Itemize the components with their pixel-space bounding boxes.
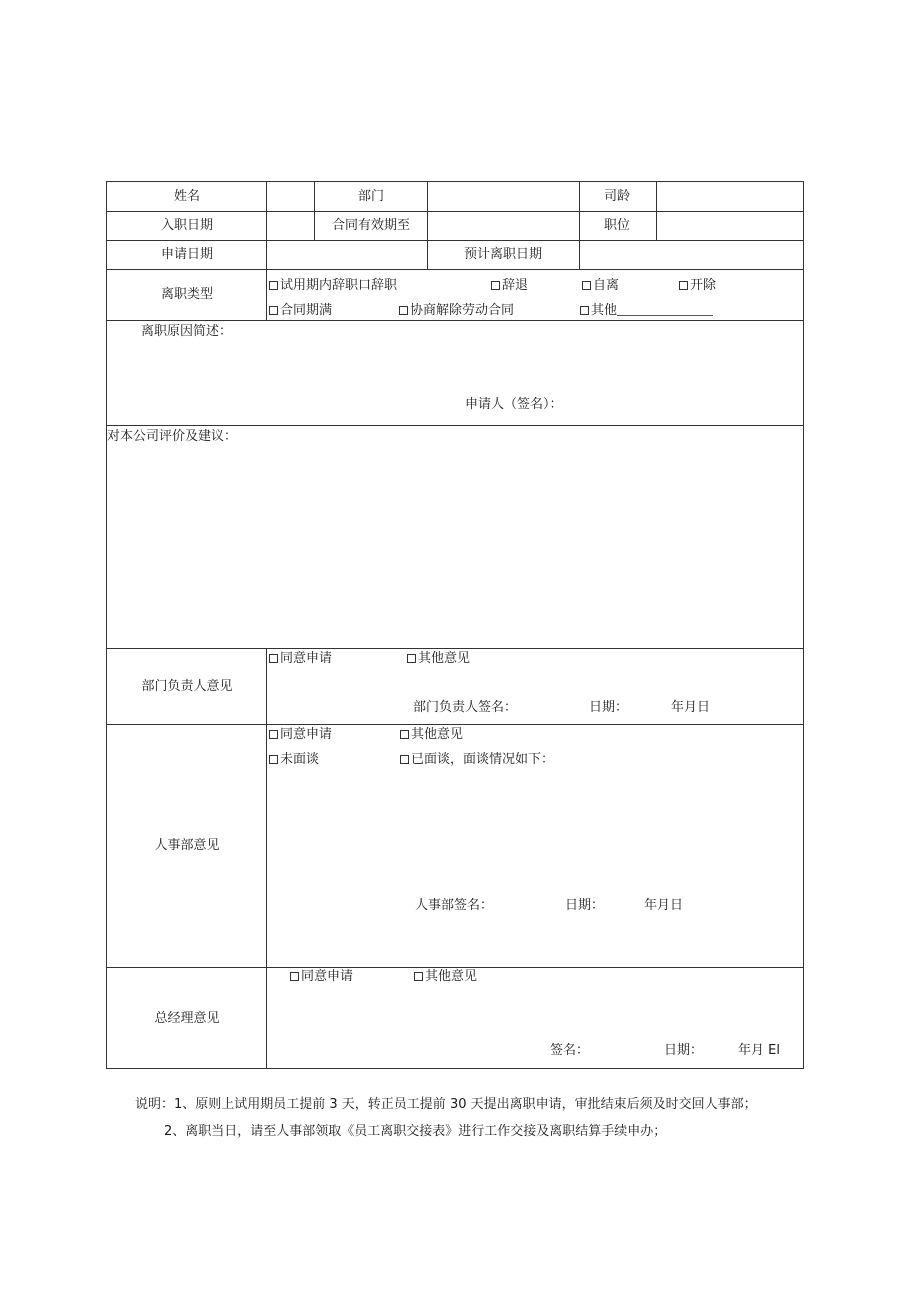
note-line-2: 2、离职当日，请至人事部领取《员工离职交接表》进行工作交接及离职结算手续申办； [164,1124,667,1139]
type-label: 离职类型 [160,287,214,302]
checkbox-icon [269,306,278,315]
checkbox-icon [491,281,500,290]
row-divider [107,724,803,725]
hr-other-option[interactable]: 其他意见 [400,727,463,743]
gm-date-label: 日期： [664,1043,704,1058]
hr-agree-option[interactable]: 同意申请 [269,727,332,743]
type-option-other[interactable]: 其他 [580,303,713,319]
tenure-field[interactable] [657,182,803,211]
row-divider [107,269,803,270]
expected-date-field[interactable] [580,240,803,269]
checkbox-icon [269,654,278,663]
type-option-contract-expired[interactable]: 合同期满 [269,303,332,319]
reason-textarea[interactable] [107,342,803,392]
hire-date-field[interactable] [267,211,314,240]
gm-ymd-label: 年月 El [738,1043,780,1058]
dept-agree-option[interactable]: 同意申请 [269,651,332,667]
checkbox-icon [269,755,278,764]
hr-interview-notes[interactable] [267,774,803,884]
hr-ymd-label: 年月日 [644,898,684,913]
dept-opinion-label: 部门负责人意见 [141,679,233,694]
name-label: 姓名 [173,189,201,204]
checkbox-icon [399,306,408,315]
checkbox-icon [414,972,423,981]
dept-other-option[interactable]: 其他意见 [407,651,470,667]
checkbox-icon [679,281,688,290]
hr-opinion-label: 人事部意见 [154,838,220,853]
evaluation-label: 对本公司评价及建议： [107,429,238,444]
type-option-dismissed[interactable]: 辞退 [491,278,528,294]
dept-ymd-label: 年月日 [671,700,711,715]
checkbox-icon [290,972,299,981]
apply-date-field[interactable] [267,240,427,269]
gm-opinion-label: 总经理意见 [154,1011,220,1026]
hire-date-label: 入职日期 [160,218,214,233]
other-underline [617,303,713,316]
gm-other-option[interactable]: 其他意见 [414,969,477,985]
checkbox-icon [269,281,278,290]
row-divider [107,425,803,426]
col-divider [314,182,315,240]
checkbox-icon [407,654,416,663]
checkbox-icon [400,730,409,739]
dept-sign-label: 部门负责人签名： [413,700,518,715]
checkbox-icon [269,730,278,739]
row-divider [107,967,803,968]
type-option-probation[interactable]: 试用期内辞职口辞职 [269,278,397,294]
position-field[interactable] [657,211,803,240]
type-option-expelled[interactable]: 开除 [679,278,716,294]
tenure-label: 司龄 [603,189,631,204]
note-line-1: 说明：1、原则上试用期员工提前 3 天，转正员工提前 30 天提出离职申请，审批结束后须及时交回人事部； [135,1097,757,1112]
evaluation-textarea[interactable] [107,448,803,646]
checkbox-icon [580,306,589,315]
name-field[interactable] [267,182,314,211]
checkbox-icon [400,755,409,764]
hr-no-interview-option[interactable]: 未面谈 [269,752,319,768]
resignation-form [106,181,804,1069]
gm-sign-label: 签名： [550,1043,590,1058]
dept-field[interactable] [428,182,579,211]
hr-date-label: 日期： [565,898,605,913]
hr-sign-label: 人事部签名： [415,898,494,913]
row-divider [107,648,803,649]
expected-date-label: 预计离职日期 [463,247,543,262]
type-option-self-leave[interactable]: 自离 [582,278,619,294]
dept-label: 部门 [357,189,385,204]
applicant-sign-label: 申请人（签名）： [465,397,563,412]
row-divider [107,320,803,321]
type-option-mutual-termination[interactable]: 协商解除劳动合同 [399,303,514,319]
reason-label: 离职原因简述： [141,324,233,339]
gm-agree-option[interactable]: 同意申请 [290,969,353,985]
dept-date-label: 日期： [589,700,629,715]
contract-field[interactable] [428,211,579,240]
checkbox-icon [582,281,591,290]
apply-date-label: 申请日期 [160,247,214,262]
position-label: 职位 [603,218,631,233]
hr-interviewed-option[interactable]: 已面谈，面谈情况如下： [400,752,554,768]
contract-label: 合同有效期至 [331,218,411,233]
